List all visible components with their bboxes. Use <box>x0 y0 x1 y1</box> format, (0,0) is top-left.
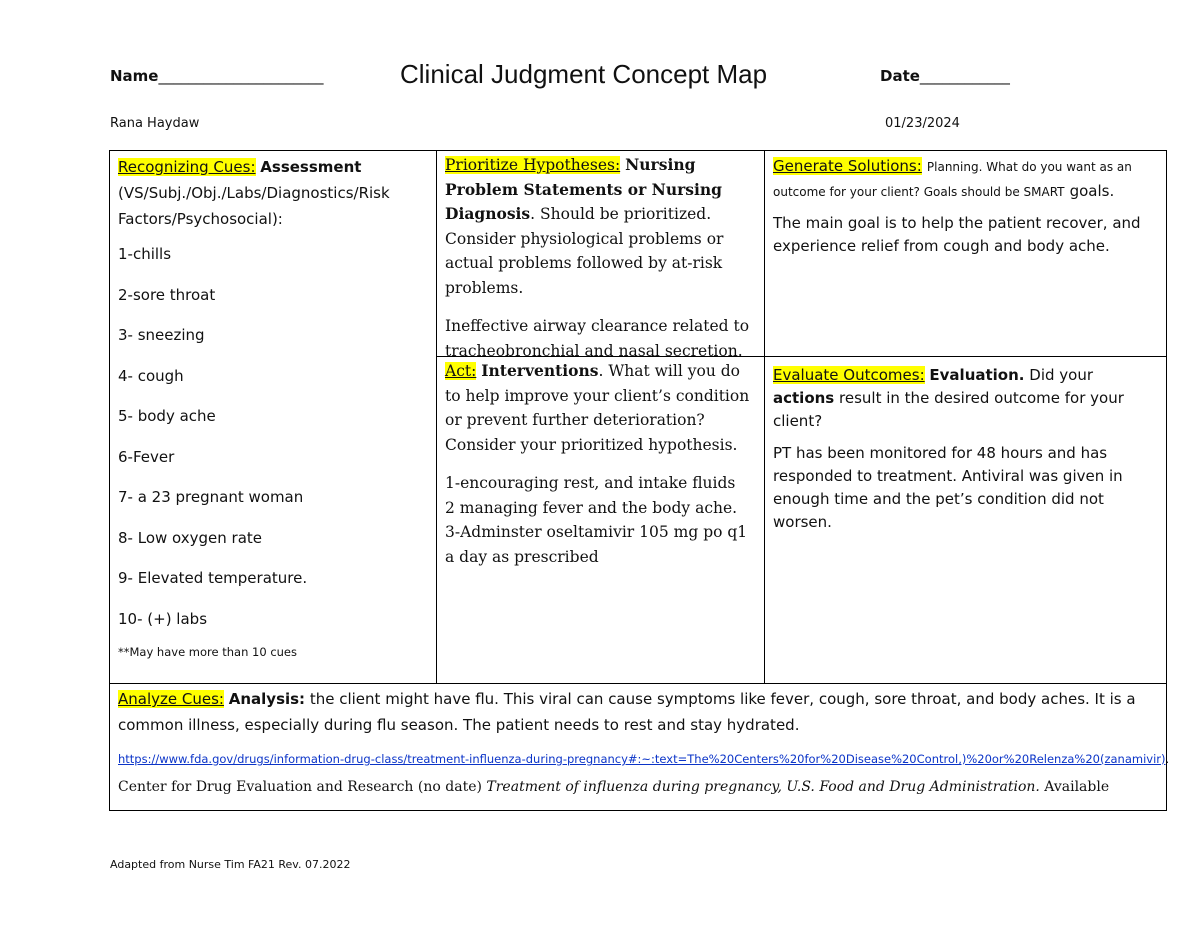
student-name: Rana Haydaw <box>110 116 200 131</box>
list-item: 4- cough <box>118 366 184 385</box>
generate-desc: . What do you want as an outcome for your client? Goals should be SMART <box>773 160 1132 199</box>
list-item: 5- body ache <box>118 407 216 425</box>
list-item: 2-sore throat <box>118 285 216 304</box>
list-item: 1-chills <box>118 245 172 263</box>
cue-list <box>118 244 428 649</box>
list-item: 3-Adminster oseltamivir 105 mg po q1 a day as prescribed <box>445 523 748 566</box>
act-cell <box>437 357 764 682</box>
generate-answer: The main goal is to help the patient recover, and experience relief from cough and body ache. <box>773 214 1141 255</box>
recognizing-cues-cell <box>110 152 436 682</box>
table-bottom-border <box>109 810 1167 811</box>
evaluate-outcomes-cell: Evaluate Outcomes: Evaluation. Did your actions result in the desired outcome for your client? PT has been monitored for 48 hours and has responded to treatment. Antiviral was given in enough time and the pet’s condition did not worsen. <box>765 362 1166 682</box>
cues-note: **May have more than 10 cues <box>118 645 298 659</box>
fda-reference-link[interactable]: https://www.fda.gov/drugs/information-drug-class/treatment-influenza-during-pregnancy#:~:text=The%20Centers%20for%20Disease%20Control,)%20or%20Relenza%20(zanamivir) <box>118 752 1166 766</box>
generate-heading: Generate Solutions: <box>773 157 922 175</box>
prioritize-heading: Prioritize Hypotheses: <box>445 156 621 174</box>
act-heading: Act: <box>445 362 477 380</box>
analysis-label: Analysis: <box>228 690 306 708</box>
footer-note: Adapted from Nurse Tim FA21 Rev. 07.2022 <box>110 858 351 871</box>
analyze-cues-cell: Analyze Cues: Analysis: the client might have flu. This viral can cause symptoms like fever, cough, sore throat, and body aches. It is a common illness, especially during flu season. The patient needs to rest and stay hydrated. https://www.fda.gov/drugs/information-drug-class/treatment-influenza-during-pregnancy#:~:text=The%20Centers%20for%20Disease%20Control,)%20or%20Relenza%20(zanamivir). Center for Drug Evaluation and Research (no date) Treatment of influenza during pregnancy, U.S. Food and Drug Administration. Available <box>118 690 1170 795</box>
planning-label: Planning <box>926 160 979 174</box>
date-label: Date____________ <box>880 67 1010 85</box>
prioritize-hypotheses-cell <box>437 151 764 360</box>
evaluation-label: Evaluation. <box>929 366 1025 384</box>
prioritize-desc: . Should be prioritized. Consider physiological problems or actual problems followed by at-risk problems. <box>445 205 724 297</box>
nursing-diagnosis-label: Nursing Problem Statements or Nursing Diagnosis <box>445 155 723 223</box>
name-label: Name______________________ <box>110 67 324 85</box>
interventions-label: Interventions <box>481 361 599 380</box>
assessment-desc: (VS/Subj./Obj./Labs/Diagnostics/Risk Factors/Psychosocial): <box>118 184 390 228</box>
evaluate-answer: PT has been monitored for 48 hours and has responded to treatment. Antiviral was given in enough time and the pet’s condition did not worsen. <box>773 444 1123 531</box>
list-item: 6-Fever <box>118 447 175 466</box>
generate-solutions-cell <box>765 152 1166 356</box>
page-title: Clinical Judgment Concept Map <box>400 59 768 89</box>
list-item: 10- (+) labs <box>118 609 208 628</box>
assessment-label: Assessment <box>260 158 362 176</box>
goals-word: goals. <box>1069 182 1115 200</box>
list-item: 3- sneezing <box>118 326 205 344</box>
evaluate-heading: Evaluate Outcomes: <box>773 366 925 384</box>
citation: Center for Drug Evaluation and Research (no date) Treatment of influenza during pregnancy, U.S. Food and Drug Administration. Available <box>118 779 1110 795</box>
analysis-text: the client might have flu. This viral can cause symptoms like fever, cough, sore throat, and body aches. It is a common illness, especially during flu season. The patient needs to rest and stay hydrated. <box>118 690 1136 734</box>
table-right-border <box>1166 150 1167 811</box>
list-item: 7- a 23 pregnant woman <box>118 488 304 506</box>
list-item: 9- Elevated temperature. <box>118 569 308 587</box>
date-value: 01/23/2024 <box>885 116 960 131</box>
prioritize-answer: Ineffective airway clearance related to tracheobronchial and nasal secretion. <box>445 317 750 360</box>
list-item: 2 managing fever and the body ache. <box>445 498 738 517</box>
act-desc: . What will you do to help improve your client’s condition or prevent further deterioration? Consider your prioritized hypothesis. <box>445 362 750 454</box>
recognizing-cues-heading: Recognizing Cues: <box>118 158 256 176</box>
list-item: 1-encouraging rest, and intake fluids <box>445 474 736 492</box>
intervention-list <box>445 471 756 569</box>
analyze-heading: Analyze Cues: <box>118 690 224 708</box>
list-item: 8- Low oxygen rate <box>118 528 262 547</box>
